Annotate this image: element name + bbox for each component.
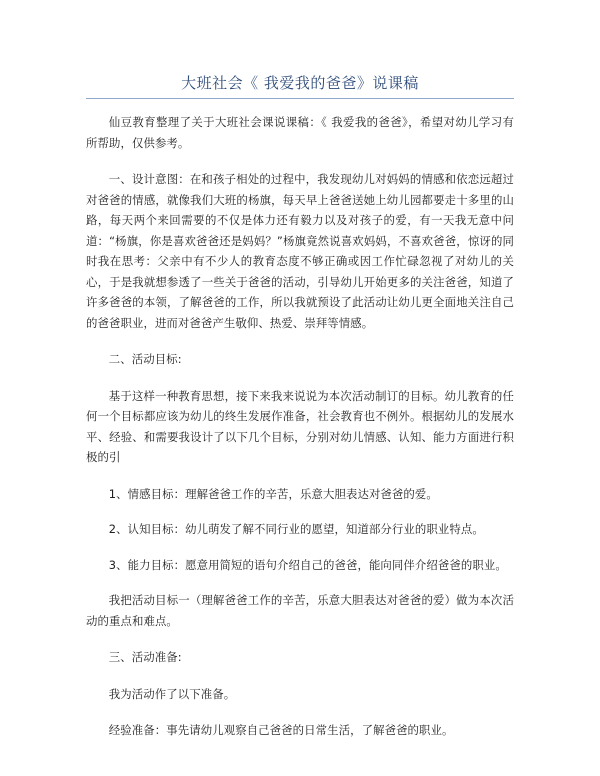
experience-preparation: 经验准备：事先请幼儿观察自己爸爸的日常生活，了解爸爸的职业。 [108,723,454,737]
goal-cognition: 2、认知目标：幼儿萌发了解不同行业的愿望，知道部分行业的职业特点。 [108,522,484,536]
section-heading-preparation: 三、活动准备: [108,650,182,664]
goal-ability: 3、能力目标：愿意用简短的语句介绍自己的爸爸，能向同伴介绍爸爸的职业。 [108,557,507,572]
document-body [86,112,514,757]
preparation-intro: 我为活动作了以下准备。 [108,686,236,701]
title-divider [86,98,514,99]
section-heading-goals: 二、活动目标: [108,352,182,366]
intro-paragraph: 仙豆教育整理了关于大班社会课说课稿：《 我爱我的爸爸》，希望对幼儿学习有所帮助，仅供参考。 [86,115,514,150]
document-title: 大班社会《 我爱我的爸爸》说课稿 [181,74,419,92]
key-difficulty-paragraph: 我把活动目标一（理解爸爸工作的辛苦，乐意大胆表达对爸爸的爱）做为本次活动的重点和难点。 [86,593,514,628]
goal-emotion: 1、情感目标：理解爸爸工作的辛苦，乐意大胆表达对爸爸的爱。 [108,486,438,501]
goals-intro-paragraph: 基于这样一种教育思想，接下来我来说说为本次活动制订的目标。幼儿教育的任何一个目标都应该为幼儿的终生发展作准备，社会教育也不例外。根据幼儿的发展水平、经验、和需要我设计了以下几个目标，分别对幼儿情感、认知、能力方面进行积极的引 [86,388,514,464]
design-intent-paragraph: 一、设计意图：在和孩子相处的过程中，我发现幼儿对妈妈的情感和依恋远超过对爸爸的情感，就像我们大班的杨旗，每天早上爸爸送她上幼儿园都要走十多里的山路，每天两个来回需要的不仅是体力还有毅力以及对孩子的爱，有一天我无意中问道：“杨旗，你是喜欢爸爸还是妈妈？”杨旗竟然说喜欢妈妈，不喜欢爸爸，惊讶的同时我在思考：父亲中有不少人的教育态度不够正确或因工作忙碌忽视了对幼儿的关心，于是我就想参透了一些关于爸爸的活动，引导幼儿开始更多的关注爸爸，知道了许多爸爸的本领，了解爸爸的工作，所以我就预设了此活动让幼儿更全面地关注自己的爸爸职业，进而对爸爸产生敬仰、热爱、崇拜等情感。 [86,172,514,330]
